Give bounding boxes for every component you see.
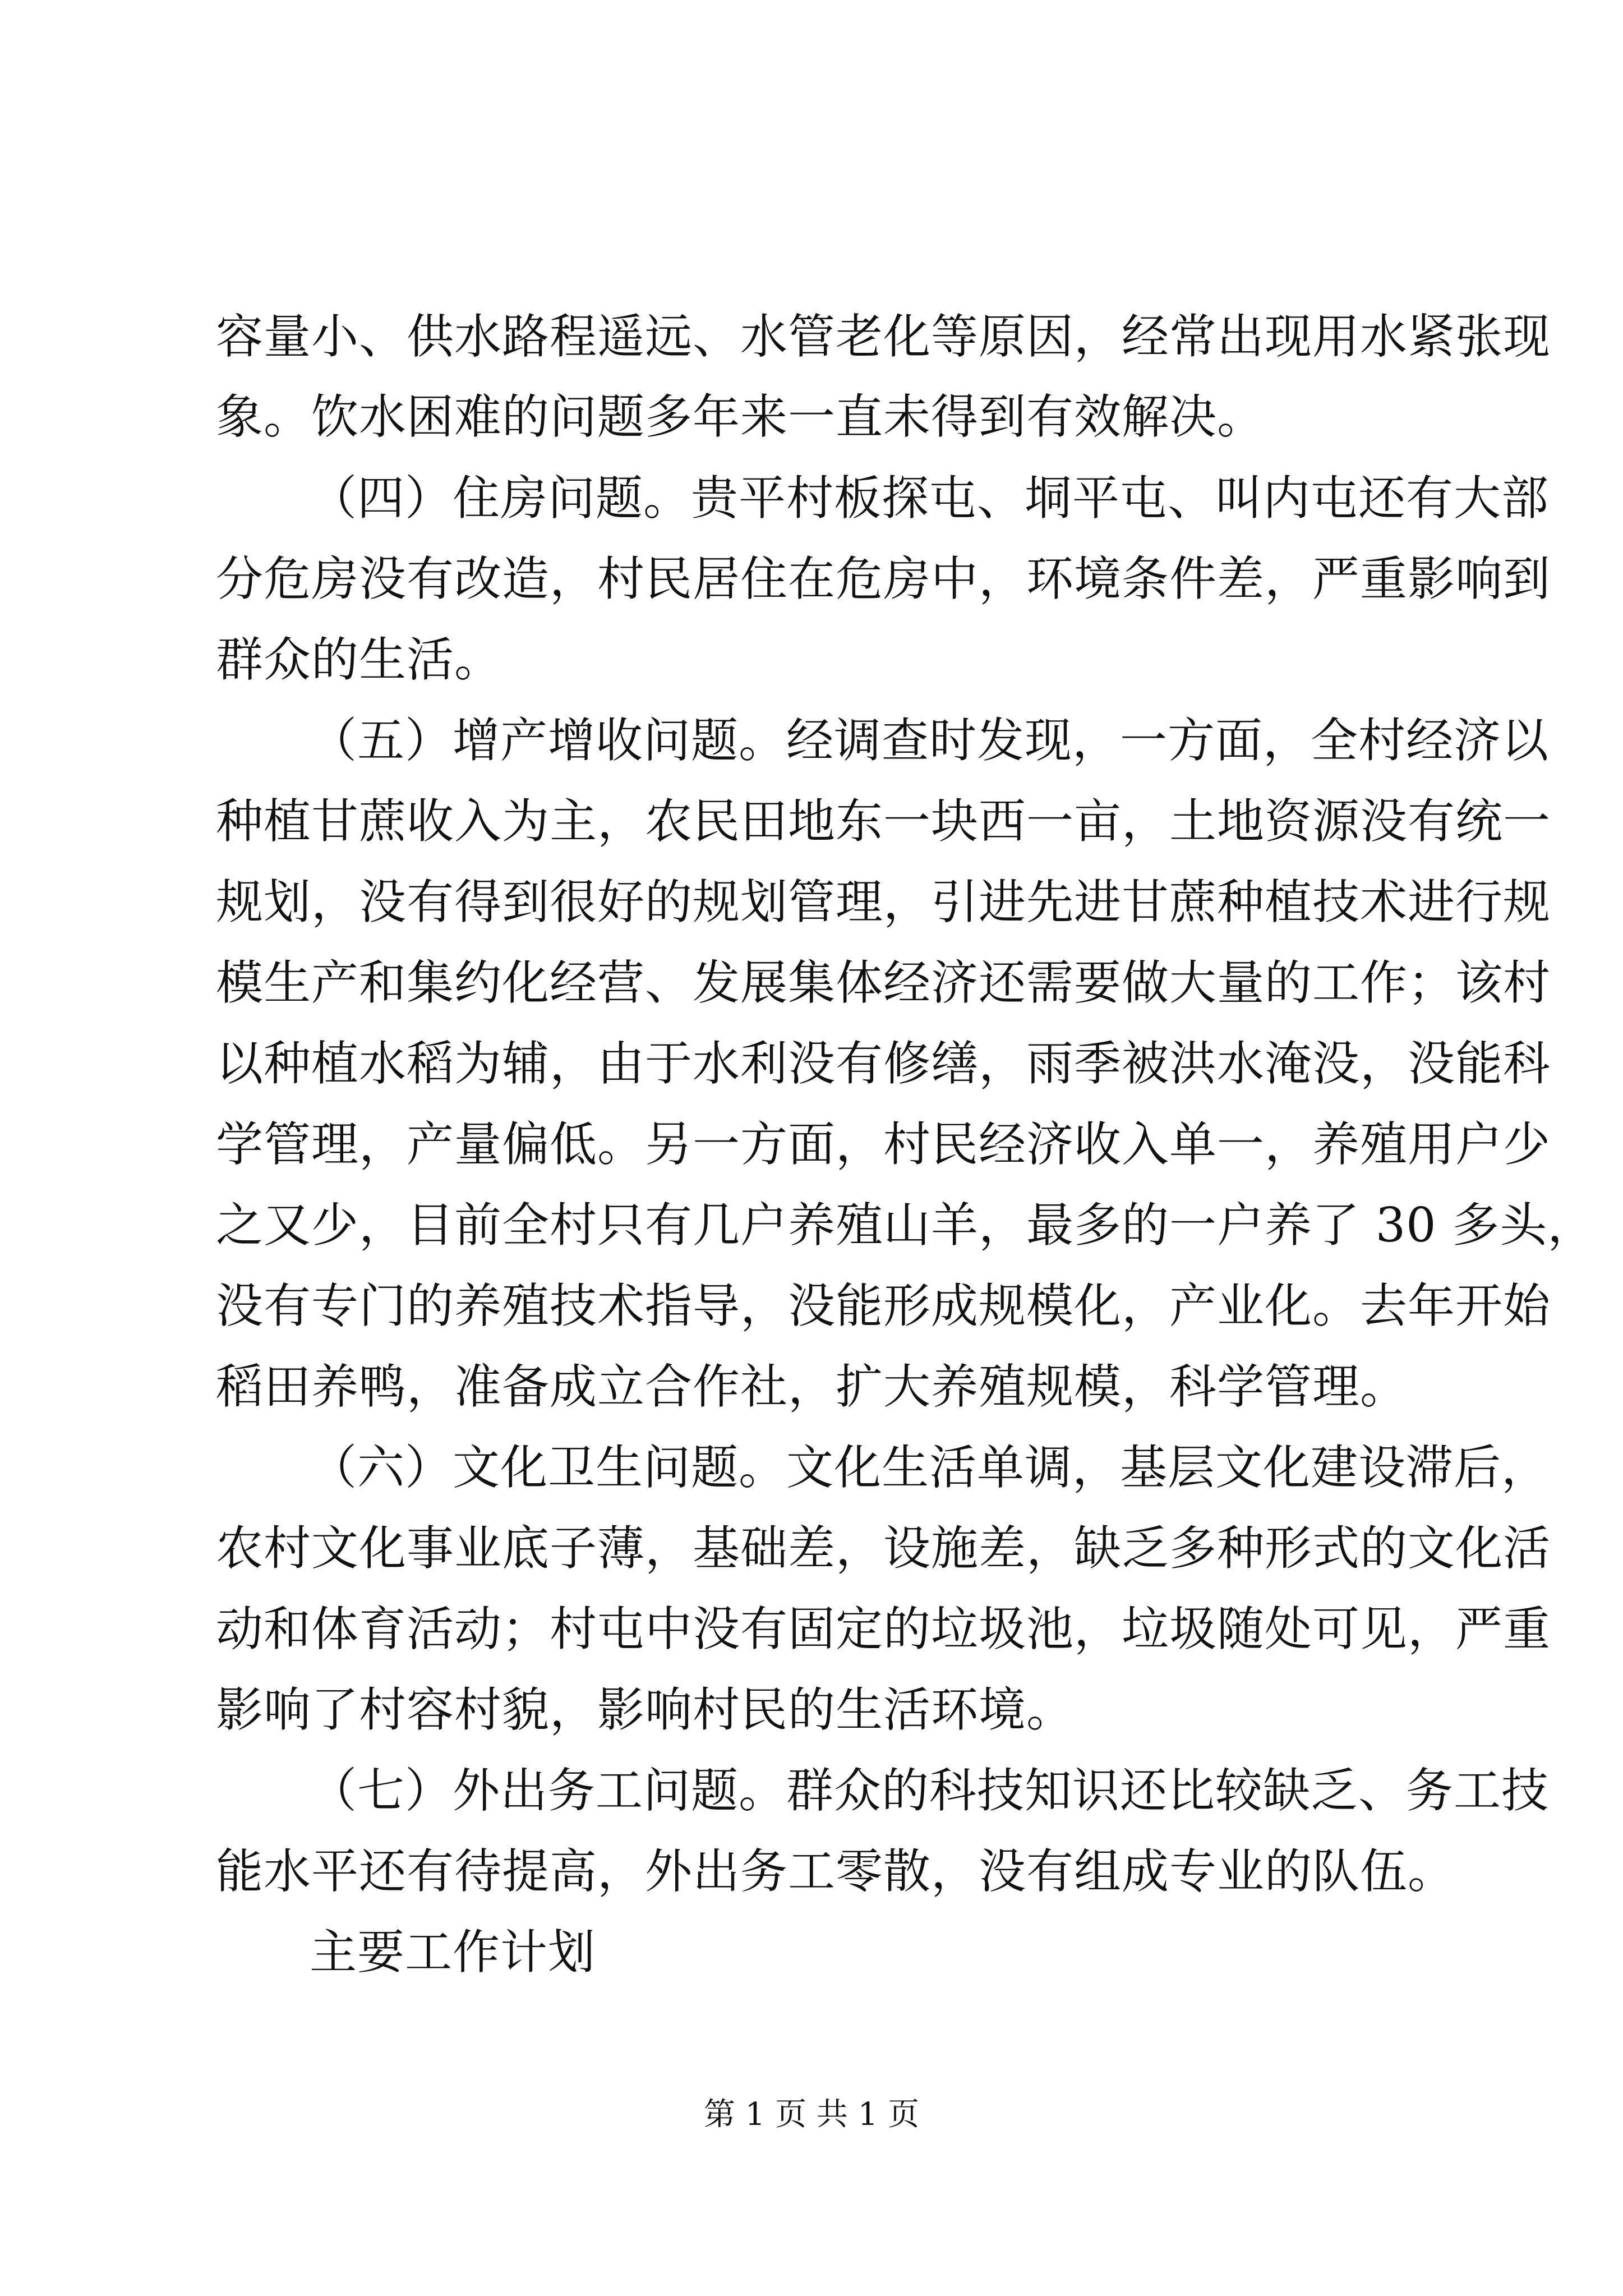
paragraph-line: （七）外出务工问题。群众的科技知识还比较缺乏、务工技: [310, 1763, 1550, 1818]
paragraph-line: 群众的生活。: [216, 632, 502, 687]
paragraph-line: 动和体育活动；村屯中没有固定的垃圾池，垃圾随处可见，严重: [216, 1602, 1551, 1657]
section-heading: 主要工作计划: [310, 1925, 596, 1980]
paragraph-line: 规划，没有得到很好的规划管理，引进先进甘蔗种植技术进行规: [216, 875, 1551, 930]
paragraph-line: （六）文化卫生问题。文化生活单调，基层文化建设滞后，: [310, 1440, 1550, 1495]
paragraph-line: 影响了村容村貌，影响村民的生活环境。: [216, 1682, 1075, 1737]
paragraph-line: 农村文化事业底子薄，基础差，设施差，缺乏多种形式的文化活: [216, 1521, 1551, 1576]
paragraph-line: （四）住房问题。贵平村板探屯、垌平屯、叫内屯还有大部: [310, 471, 1550, 526]
paragraph-line: 没有专门的养殖技术指导，没能形成规模化，产业化。去年开始: [216, 1278, 1551, 1333]
paragraph-line: 稻田养鸭，准备成立合作社，扩大养殖规模，科学管理。: [216, 1359, 1408, 1414]
paragraph-line: 容量小、供水路程遥远、水管老化等原因，经常出现用水紧张现: [216, 309, 1551, 364]
page-footer: 第 1 页 共 1 页: [703, 2096, 920, 2133]
paragraph-line: 学管理，产量偏低。另一方面，村民经济收入单一，养殖用户少: [216, 1117, 1551, 1172]
paragraph-line: 以种植水稻为辅，由于水利没有修缮，雨季被洪水淹没，没能科: [216, 1036, 1551, 1091]
paragraph-line: 模生产和集约化经营、发展集体经济还需要做大量的工作；该村: [216, 955, 1551, 1010]
paragraph-line: 之又少，目前全村只有几户养殖山羊，最多的一户养了 30 多头，: [216, 1198, 1596, 1253]
paragraph-line: 种植甘蔗收入为主，农民田地东一块西一亩，土地资源没有统一: [216, 794, 1551, 849]
paragraph-line: 象。饮水困难的问题多年来一直未得到有效解决。: [216, 389, 1265, 444]
paragraph-line: （五）增产增收问题。经调查时发现，一方面，全村经济以: [310, 713, 1550, 768]
paragraph-line: 能水平还有待提高，外出务工零散，没有组成专业的队伍。: [216, 1844, 1456, 1899]
paragraph-line: 分危房没有改造，村民居住在危房中，环境条件差，严重影响到: [216, 551, 1551, 606]
